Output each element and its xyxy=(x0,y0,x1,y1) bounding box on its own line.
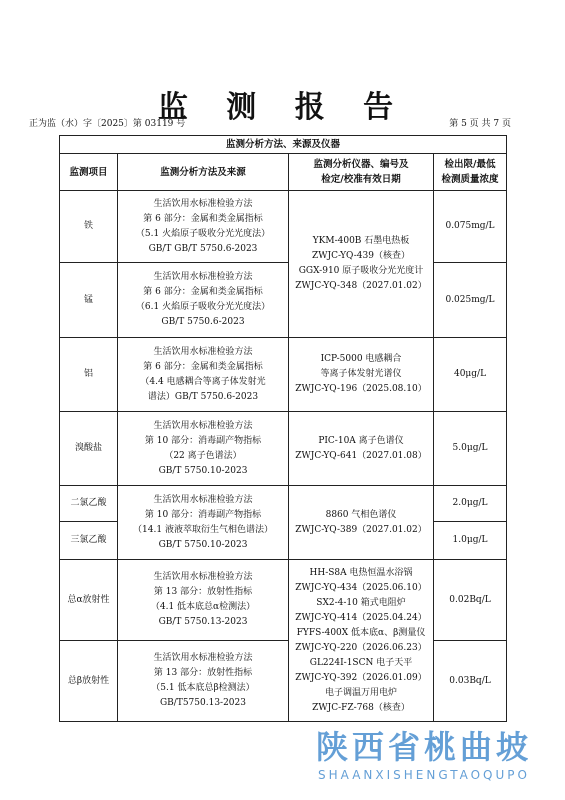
limit-cell: 0.075mg/L xyxy=(434,191,507,263)
method-cell: 生活饮用水标准检验方法 第 13 部分：放射性指标 （5.1 低本底总β检测法） GB/T5750.13-2023 xyxy=(118,641,289,722)
column-header-method: 监测分析方法及来源 xyxy=(118,154,289,191)
limit-cell: 0.03Bq/L xyxy=(434,641,507,722)
item-cell: 二氯乙酸 xyxy=(60,486,118,522)
watermark-chinese: 陕西省桃曲坡 xyxy=(315,728,532,766)
page-title: 监 测 报 告 xyxy=(157,90,408,125)
column-header-item: 监测项目 xyxy=(60,154,118,191)
instrument-cell: ICP-5000 电感耦合 等离子体发射光谱仪 ZWJC-YQ-196（2025.08.10） xyxy=(289,338,434,412)
table-header-row xyxy=(60,154,507,191)
item-cell: 锰 xyxy=(60,263,118,338)
instrument-cell: YKM-400B 石墨电热板 ZWJC-YQ-439（核查） GGX-910 原子吸收分光光度计 ZWJC-YQ-348（2027.01.02） xyxy=(289,191,434,338)
instrument-cell: 8860 气相色谱仪 ZWJC-YQ-389（2027.01.02） xyxy=(289,486,434,560)
column-header-limit: 检出限/最低 检测质量浓度 xyxy=(434,154,507,191)
item-cell: 总β放射性 xyxy=(60,641,118,722)
method-cell: 生活饮用水标准检验方法 第 10 部分：消毒副产物指标 （22 离子色谱法） GB/T 5750.10-2023 xyxy=(118,412,289,486)
limit-cell: 0.025mg/L xyxy=(434,263,507,338)
limit-cell: 40μg/L xyxy=(434,338,507,412)
limit-cell: 2.0μg/L xyxy=(434,486,507,522)
item-cell: 铝 xyxy=(60,338,118,412)
instrument-cell: PIC-10A 离子色谱仪 ZWJC-YQ-641（2027.01.08） xyxy=(289,412,434,486)
table-row xyxy=(60,641,507,722)
limit-cell: 0.02Bq/L xyxy=(434,560,507,641)
table-row xyxy=(60,338,507,412)
table-row xyxy=(60,412,507,486)
method-cell: 生活饮用水标准检验方法 第 6 部分：金属和类金属指标 （5.1 火焰原子吸收分光光度法） GB/T GB/T 5750.6-2023 xyxy=(118,191,289,263)
limit-cell: 5.0μg/L xyxy=(434,412,507,486)
methods-table xyxy=(59,135,507,722)
item-cell: 三氯乙酸 xyxy=(60,522,118,560)
table-row xyxy=(60,486,507,522)
table-row xyxy=(60,560,507,641)
page-counter: 第 5 页 共 7 页 xyxy=(449,119,511,129)
watermark-english: SHAANXISHENGTAOQUPO xyxy=(318,768,530,782)
method-cell: 生活饮用水标准检验方法 第 10 部分：消毒副产物指标 （14.1 液液萃取衍生气相色谱法） GB/T 5750.10-2023 xyxy=(118,486,289,560)
table-row xyxy=(60,191,507,263)
method-cell: 生活饮用水标准检验方法 第 6 部分：金属和类金属指标 （4.4 电感耦合等离子体发射光 谱法）GB/T 5750.6-2023 xyxy=(118,338,289,412)
column-header-instrument: 监测分析仪器、编号及 检定/校准有效日期 xyxy=(289,154,434,191)
method-cell: 生活饮用水标准检验方法 第 13 部分：放射性指标 （4.1 低本底总α检测法） GB/T 5750.13-2023 xyxy=(118,560,289,641)
table-row xyxy=(60,263,507,338)
item-cell: 铁 xyxy=(60,191,118,263)
instrument-cell: HH-S8A 电热恒温水浴锅 ZWJC-YQ-434（2025.06.10） SX2-4-10 箱式电阻炉 ZWJC-YQ-414（2025.04.24） FYFS-400X 低本底α、β测量仪 ZWJC-YQ-220（2026.06.23） GL224I-1SCN 电子天平 ZWJC-YQ-392（2026.01.09） 电子调温万用电炉 ZWJC-FZ-768（核查） xyxy=(289,560,434,722)
item-cell: 溴酸盐 xyxy=(60,412,118,486)
method-cell: 生活饮用水标准检验方法 第 6 部分：金属和类金属指标 （6.1 火焰原子吸收分光光度法） GB/T 5750.6-2023 xyxy=(118,263,289,338)
document-number: 正为监（水）字〔2025〕第 03119 号 xyxy=(29,119,186,129)
watermark xyxy=(283,727,565,783)
table-section-title: 监测分析方法、来源及仪器 xyxy=(60,136,507,154)
limit-cell: 1.0μg/L xyxy=(434,522,507,560)
item-cell: 总α放射性 xyxy=(60,560,118,641)
